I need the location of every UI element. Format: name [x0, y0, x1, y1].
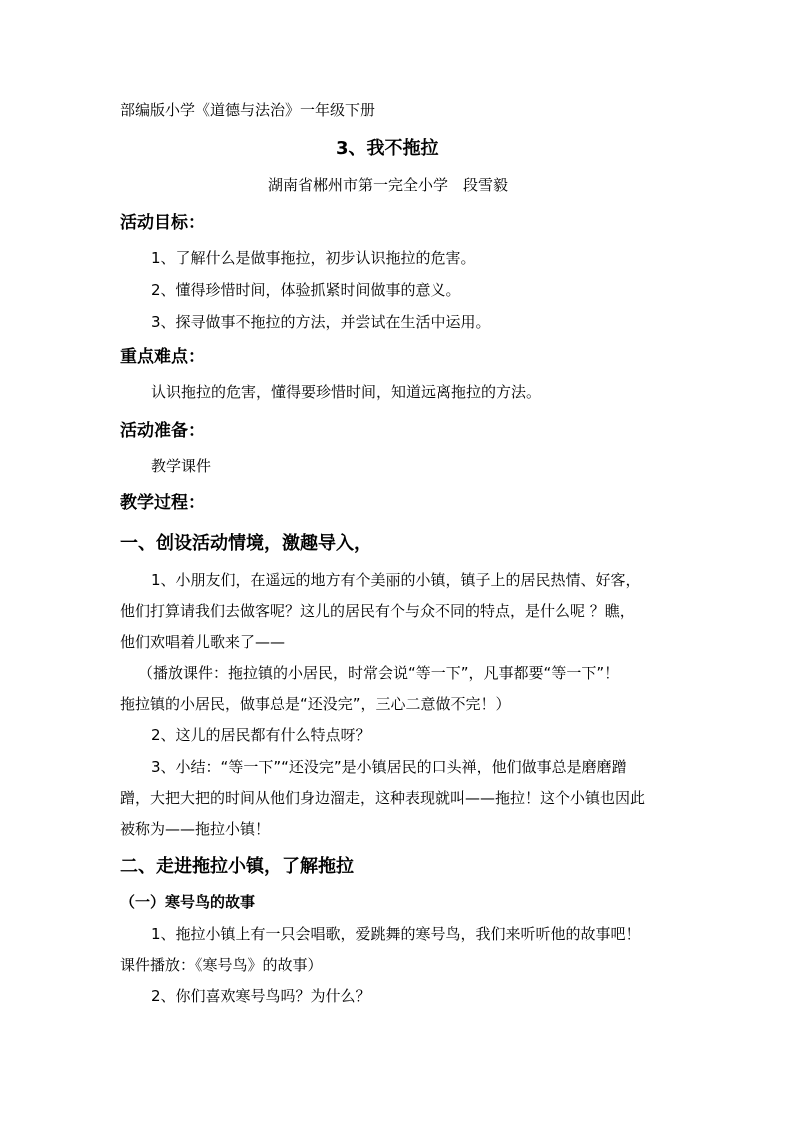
part1-p2-line2: 拖拉镇的小居民，做事总是“还没完”，三心二意做不完！） [120, 695, 511, 713]
part2-p2: 2、你们喜欢寒号鸟吗？为什么？ [151, 987, 371, 1005]
key-points-heading: 重点难点： [120, 347, 205, 367]
part1-p4-line3: 被称为——拖拉小镇！ [120, 820, 271, 838]
part2-heading: 二、走进拖拉小镇，了解拖拉 [120, 856, 354, 877]
part2-p1-line1: 1、拖拉小镇上有一只会唱歌，爱跳舞的寒号鸟，我们来听听他的故事吧！ [151, 925, 641, 943]
goal-item-3: 3、探寻做事不拖拉的方法，并尝试在生活中运用。 [151, 313, 491, 331]
part2-p1-line2: 课件播放：《寒号鸟》的故事） [120, 956, 323, 974]
author-line: 湖南省郴州市第一完全小学 段雪毅 [268, 176, 509, 194]
page-title: 3、我不拖拉 [336, 138, 439, 159]
part1-p1-line2: 他们打算请我们去做客呢？这儿的居民有个与众不同的特点，是什么呢 ？瞧， [120, 602, 635, 620]
header-line: 部编版小学《道德与法治》一年级下册 [120, 101, 376, 119]
part1-p4-line2: 蹭，大把大把的时间从他们身边溜走，这种表现就叫——拖拉！这个小镇也因此 [120, 789, 646, 807]
preparation-text: 教学课件 [151, 457, 212, 475]
part1-heading: 一、创设活动情境，激趣导入， [120, 533, 372, 554]
part1-p1-line1: 1、小朋友们，在遥远的地方有个美丽的小镇，镇子上的居民热情、好客， [151, 571, 641, 589]
goal-item-2: 2、懂得珍惜时间，体验抓紧时间做事的意义。 [151, 281, 461, 299]
goals-heading: 活动目标： [120, 213, 205, 233]
preparation-heading: 活动准备： [120, 421, 205, 441]
part1-p2-line1: （播放课件：拖拉镇的小居民，时常会说“等一下”，凡事都要“等一下”！ [138, 664, 620, 682]
key-points-text: 认识拖拉的危害，懂得要珍惜时间，知道远离拖拉的方法。 [151, 383, 542, 401]
part1-p3: 2、这儿的居民都有什么特点呀？ [151, 726, 371, 744]
process-heading: 教学过程： [120, 493, 205, 513]
goal-item-1: 1、了解什么是做事拖拉，初步认识拖拉的危害。 [151, 249, 476, 267]
part1-p4-line1: 3、小结：“等一下”“还没完”是小镇居民的口头禅，他们做事总是磨磨蹭 [151, 758, 627, 776]
part2-sub-heading: （一）寒号鸟的故事 [120, 893, 256, 911]
part1-p1-line3: 他们欢唱着儿歌来了—— [120, 633, 286, 651]
